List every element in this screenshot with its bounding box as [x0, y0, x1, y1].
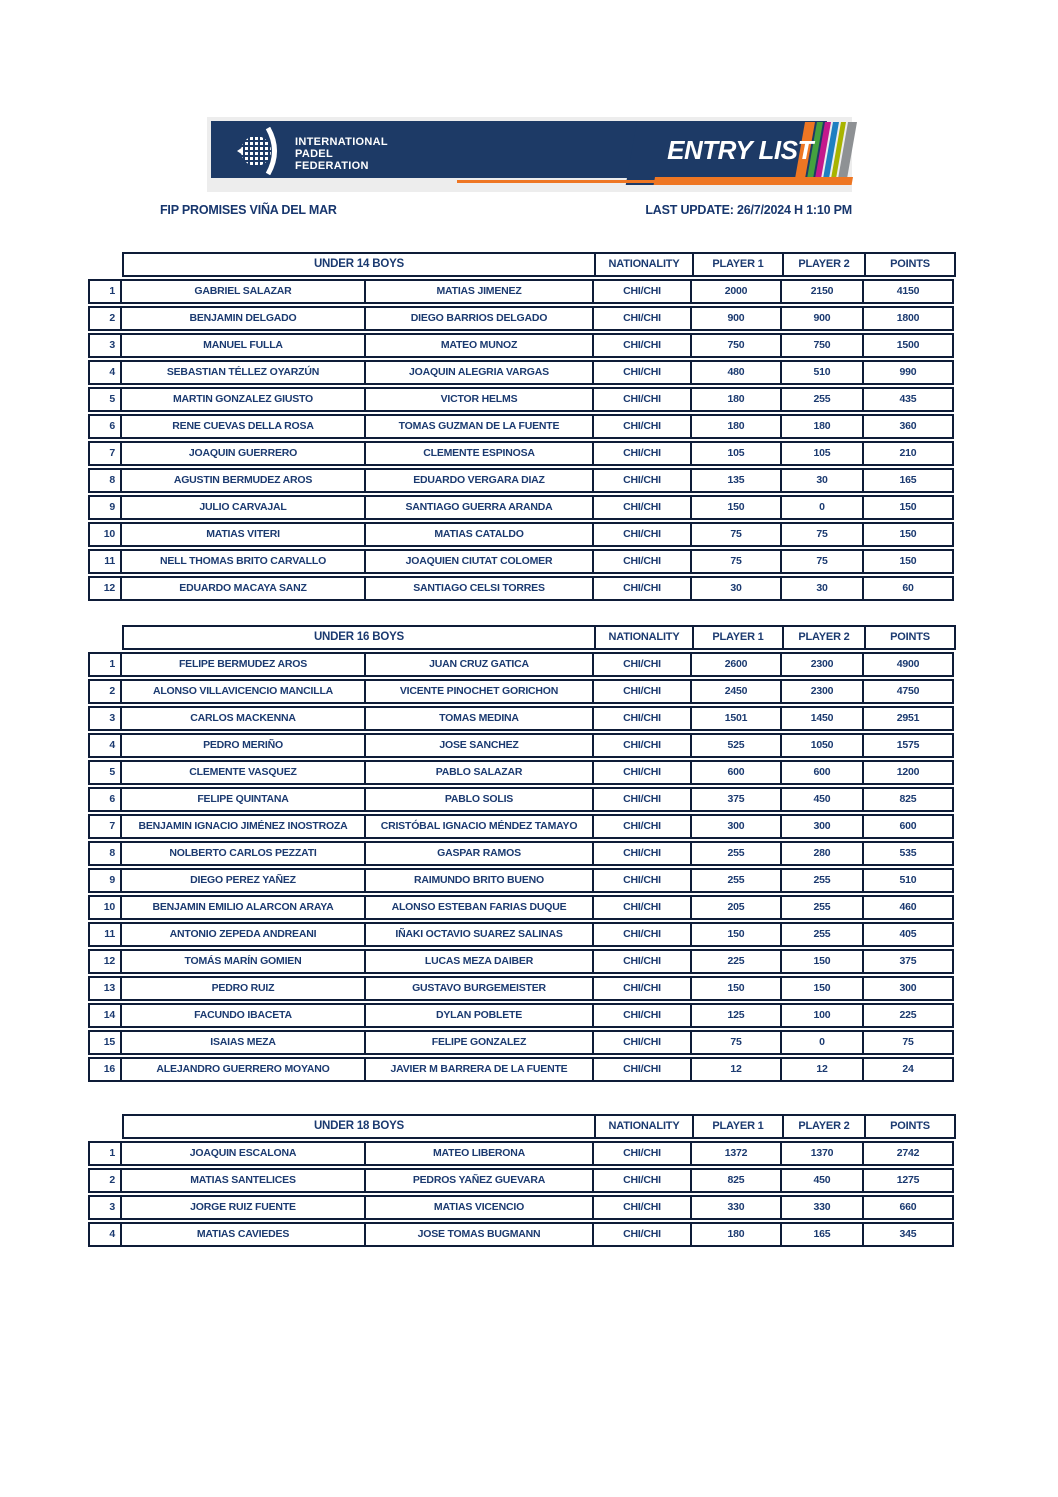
cell-total-points: 990 [862, 360, 954, 385]
cell-nationality: CHI/CHI [592, 652, 692, 677]
federation-name [295, 136, 388, 172]
cell-nationality: CHI/CHI [592, 576, 692, 601]
cell-nationality: CHI/CHI [592, 949, 692, 974]
cell-total-points: 2742 [862, 1141, 954, 1166]
cell-rank: 10 [88, 522, 122, 547]
cell-total-points: 1800 [862, 306, 954, 331]
header-spacer [88, 625, 122, 650]
cell-player1-name: GABRIEL SALAZAR [120, 279, 366, 304]
cell-player1-name: MANUEL FULLA [120, 333, 366, 358]
cell-player2-points: 2300 [780, 652, 864, 677]
cell-player1-points: 480 [690, 360, 782, 385]
cell-player2-points: 450 [780, 787, 864, 812]
table-row [88, 522, 968, 547]
table-row [88, 1003, 968, 1028]
cell-player2-points: 1050 [780, 733, 864, 758]
cell-total-points: 210 [862, 441, 954, 466]
cell-player2-name: SANTIAGO CELSI TORRES [364, 576, 594, 601]
cell-player2-points: 300 [780, 814, 864, 839]
padel-racket-icon [235, 127, 287, 180]
cell-player1-name: JORGE RUIZ FUENTE [120, 1195, 366, 1220]
cell-nationality: CHI/CHI [592, 1003, 692, 1028]
table-row [88, 679, 968, 704]
table-row [88, 976, 968, 1001]
cell-nationality: CHI/CHI [592, 787, 692, 812]
cell-rank: 4 [88, 1222, 122, 1247]
cell-player1-points: 205 [690, 895, 782, 920]
cell-player2-name: EDUARDO VERGARA DIAZ [364, 468, 594, 493]
cell-player2-name: GUSTAVO BURGEMEISTER [364, 976, 594, 1001]
table-header-row [88, 252, 968, 277]
cell-player1-name: NOLBERTO CARLOS PEZZATI [120, 841, 366, 866]
cell-player2-name: IÑAKI OCTAVIO SUAREZ SALINAS [364, 922, 594, 947]
cell-player2-name: PABLO SOLIS [364, 787, 594, 812]
cell-rank: 3 [88, 333, 122, 358]
cell-nationality: CHI/CHI [592, 306, 692, 331]
cell-player2-name: MATEO LIBERONA [364, 1141, 594, 1166]
cell-player2-name: ALONSO ESTEBAN FARIAS DUQUE [364, 895, 594, 920]
cell-rank: 7 [88, 441, 122, 466]
entry-table-under-18-boys [88, 1114, 968, 1247]
cell-player2-points: 255 [780, 922, 864, 947]
cell-player1-points: 180 [690, 1222, 782, 1247]
cell-total-points: 1575 [862, 733, 954, 758]
entry-list-title: ENTRY LIST [667, 135, 813, 165]
cell-total-points: 460 [862, 895, 954, 920]
table-row [88, 306, 968, 331]
cell-rank: 3 [88, 706, 122, 731]
cell-player1-points: 825 [690, 1168, 782, 1193]
cell-player1-name: SEBASTIAN TÉLLEZ OYARZÚN [120, 360, 366, 385]
cell-rank: 5 [88, 760, 122, 785]
cell-rank: 6 [88, 787, 122, 812]
cell-total-points: 1275 [862, 1168, 954, 1193]
cell-player1-points: 2600 [690, 652, 782, 677]
cell-player1-points: 525 [690, 733, 782, 758]
table-row [88, 387, 968, 412]
cell-player1-name: DIEGO PEREZ YAÑEZ [120, 868, 366, 893]
cell-player1-points: 105 [690, 441, 782, 466]
cell-player1-points: 600 [690, 760, 782, 785]
table-row [88, 468, 968, 493]
cell-player1-points: 225 [690, 949, 782, 974]
cell-total-points: 825 [862, 787, 954, 812]
cell-nationality: CHI/CHI [592, 814, 692, 839]
logo-line-1: INTERNATIONAL [295, 135, 388, 148]
table-row [88, 841, 968, 866]
col-header-player1: PLAYER 1 [692, 625, 784, 650]
cell-player1-points: 150 [690, 495, 782, 520]
orange-underline-thin [457, 180, 657, 183]
entry-tables [88, 252, 968, 1271]
cell-player2-points: 150 [780, 976, 864, 1001]
table-header-row [88, 1114, 968, 1139]
cell-player2-name: CLEMENTE ESPINOSA [364, 441, 594, 466]
table-row [88, 1030, 968, 1055]
cell-player1-name: ALEJANDRO GUERRERO MOYANO [120, 1057, 366, 1082]
cell-nationality: CHI/CHI [592, 360, 692, 385]
cell-player1-name: MATIAS CAVIEDES [120, 1222, 366, 1247]
cell-player1-points: 75 [690, 1030, 782, 1055]
table-row [88, 279, 968, 304]
cell-player2-name: RAIMUNDO BRITO BUENO [364, 868, 594, 893]
cell-player2-points: 255 [780, 868, 864, 893]
cell-player2-points: 0 [780, 1030, 864, 1055]
cell-total-points: 360 [862, 414, 954, 439]
cell-player1-name: CARLOS MACKENNA [120, 706, 366, 731]
cell-nationality: CHI/CHI [592, 333, 692, 358]
subheader-row [160, 203, 852, 217]
cell-player2-name: JUAN CRUZ GATICA [364, 652, 594, 677]
table-row [88, 1195, 968, 1220]
table-title: UNDER 16 BOYS [122, 625, 596, 650]
cell-rank: 1 [88, 652, 122, 677]
cell-total-points: 535 [862, 841, 954, 866]
cell-player1-name: NELL THOMAS BRITO CARVALLO [120, 549, 366, 574]
cell-rank: 2 [88, 306, 122, 331]
cell-rank: 16 [88, 1057, 122, 1082]
col-header-player1: PLAYER 1 [692, 1114, 784, 1139]
cell-player1-points: 2000 [690, 279, 782, 304]
table-title: UNDER 14 BOYS [122, 252, 596, 277]
cell-total-points: 405 [862, 922, 954, 947]
cell-nationality: CHI/CHI [592, 1222, 692, 1247]
cell-nationality: CHI/CHI [592, 1168, 692, 1193]
col-header-nationality: NATIONALITY [594, 625, 694, 650]
header-spacer [88, 1114, 122, 1139]
table-row [88, 576, 968, 601]
cell-player2-points: 1450 [780, 706, 864, 731]
cell-player1-name: BENJAMIN EMILIO ALARCON ARAYA [120, 895, 366, 920]
cell-player2-points: 255 [780, 895, 864, 920]
cell-player2-name: TOMAS MEDINA [364, 706, 594, 731]
col-header-player2: PLAYER 2 [782, 252, 866, 277]
table-row [88, 652, 968, 677]
cell-player2-points: 255 [780, 387, 864, 412]
cell-player2-name: MATIAS VICENCIO [364, 1195, 594, 1220]
cell-player1-name: BENJAMIN IGNACIO JIMÉNEZ INOSTROZA [120, 814, 366, 839]
cell-player2-points: 30 [780, 468, 864, 493]
cell-player2-name: FELIPE GONZALEZ [364, 1030, 594, 1055]
cell-nationality: CHI/CHI [592, 1195, 692, 1220]
cell-player2-points: 1370 [780, 1141, 864, 1166]
cell-player1-name: FELIPE QUINTANA [120, 787, 366, 812]
cell-player2-name: JAVIER M BARRERA DE LA FUENTE [364, 1057, 594, 1082]
cell-player2-points: 600 [780, 760, 864, 785]
cell-player2-name: LUCAS MEZA DAIBER [364, 949, 594, 974]
cell-player2-points: 75 [780, 522, 864, 547]
cell-player2-points: 510 [780, 360, 864, 385]
cell-rank: 15 [88, 1030, 122, 1055]
cell-player1-points: 330 [690, 1195, 782, 1220]
table-row [88, 787, 968, 812]
cell-total-points: 345 [862, 1222, 954, 1247]
cell-player1-name: FELIPE BERMUDEZ AROS [120, 652, 366, 677]
cell-total-points: 24 [862, 1057, 954, 1082]
table-row [88, 733, 968, 758]
cell-player1-points: 12 [690, 1057, 782, 1082]
cell-total-points: 300 [862, 976, 954, 1001]
cell-player1-points: 900 [690, 306, 782, 331]
header-spacer [88, 252, 122, 277]
cell-player1-points: 375 [690, 787, 782, 812]
cell-total-points: 150 [862, 495, 954, 520]
col-header-points: POINTS [864, 252, 956, 277]
cell-total-points: 2951 [862, 706, 954, 731]
cell-rank: 6 [88, 414, 122, 439]
cell-nationality: CHI/CHI [592, 760, 692, 785]
cell-player1-points: 75 [690, 522, 782, 547]
cell-nationality: CHI/CHI [592, 387, 692, 412]
cell-total-points: 600 [862, 814, 954, 839]
cell-player2-points: 0 [780, 495, 864, 520]
cell-player2-points: 75 [780, 549, 864, 574]
cell-player1-name: JOAQUIN ESCALONA [120, 1141, 366, 1166]
table-row [88, 706, 968, 731]
cell-rank: 4 [88, 733, 122, 758]
entry-table-under-14-boys [88, 252, 968, 601]
cell-player1-points: 30 [690, 576, 782, 601]
logo-line-2: PADEL [295, 147, 333, 160]
cell-nationality: CHI/CHI [592, 279, 692, 304]
cell-player1-points: 135 [690, 468, 782, 493]
table-row [88, 1168, 968, 1193]
cell-player2-name: PEDROS YAÑEZ GUEVARA [364, 1168, 594, 1193]
cell-rank: 9 [88, 868, 122, 893]
cell-player1-name: MATIAS SANTELICES [120, 1168, 366, 1193]
col-header-points: POINTS [864, 1114, 956, 1139]
table-row [88, 1057, 968, 1082]
cell-total-points: 4900 [862, 652, 954, 677]
cell-player2-name: MATIAS CATALDO [364, 522, 594, 547]
last-update-label: LAST UPDATE: 26/7/2024 H 1:10 PM [645, 203, 852, 217]
cell-player1-points: 150 [690, 922, 782, 947]
cell-rank: 10 [88, 895, 122, 920]
cell-nationality: CHI/CHI [592, 841, 692, 866]
cell-player1-name: EDUARDO MACAYA SANZ [120, 576, 366, 601]
cell-player2-points: 180 [780, 414, 864, 439]
table-title: UNDER 18 BOYS [122, 1114, 596, 1139]
cell-player1-name: BENJAMIN DELGADO [120, 306, 366, 331]
cell-player2-name: JOSE TOMAS BUGMANN [364, 1222, 594, 1247]
cell-player2-points: 12 [780, 1057, 864, 1082]
cell-player1-points: 750 [690, 333, 782, 358]
cell-player2-name: VICTOR HELMS [364, 387, 594, 412]
cell-player1-name: AGUSTIN BERMUDEZ AROS [120, 468, 366, 493]
entry-table-under-16-boys [88, 625, 968, 1082]
cell-player2-name: MATIAS JIMENEZ [364, 279, 594, 304]
cell-player1-name: JOAQUIN GUERRERO [120, 441, 366, 466]
cell-rank: 7 [88, 814, 122, 839]
cell-rank: 3 [88, 1195, 122, 1220]
table-row [88, 441, 968, 466]
cell-rank: 1 [88, 1141, 122, 1166]
cell-player2-points: 750 [780, 333, 864, 358]
table-header-row [88, 625, 968, 650]
cell-rank: 9 [88, 495, 122, 520]
col-header-player2: PLAYER 2 [782, 1114, 866, 1139]
cell-player2-points: 165 [780, 1222, 864, 1247]
cell-total-points: 150 [862, 522, 954, 547]
cell-player2-name: JOAQUIN ALEGRIA VARGAS [364, 360, 594, 385]
logo-line-3: FEDERATION [295, 159, 369, 172]
cell-player2-points: 30 [780, 576, 864, 601]
table-row [88, 1141, 968, 1166]
cell-nationality: CHI/CHI [592, 495, 692, 520]
cell-rank: 2 [88, 1168, 122, 1193]
cell-rank: 8 [88, 841, 122, 866]
cell-player1-points: 125 [690, 1003, 782, 1028]
cell-player1-name: RENE CUEVAS DELLA ROSA [120, 414, 366, 439]
cell-player1-points: 1501 [690, 706, 782, 731]
cell-nationality: CHI/CHI [592, 1141, 692, 1166]
cell-player2-points: 450 [780, 1168, 864, 1193]
cell-total-points: 1500 [862, 333, 954, 358]
table-row [88, 895, 968, 920]
cell-rank: 13 [88, 976, 122, 1001]
cell-rank: 4 [88, 360, 122, 385]
cell-total-points: 435 [862, 387, 954, 412]
cell-player1-points: 180 [690, 387, 782, 412]
cell-nationality: CHI/CHI [592, 1057, 692, 1082]
cell-nationality: CHI/CHI [592, 706, 692, 731]
table-row [88, 495, 968, 520]
cell-player2-points: 280 [780, 841, 864, 866]
cell-nationality: CHI/CHI [592, 733, 692, 758]
cell-player2-points: 2300 [780, 679, 864, 704]
cell-player1-points: 255 [690, 841, 782, 866]
cell-player2-name: JOAQUIEN CIUTAT COLOMER [364, 549, 594, 574]
cell-total-points: 660 [862, 1195, 954, 1220]
cell-total-points: 225 [862, 1003, 954, 1028]
cell-total-points: 4150 [862, 279, 954, 304]
table-row [88, 949, 968, 974]
table-row [88, 549, 968, 574]
cell-player2-name: VICENTE PINOCHET GORICHON [364, 679, 594, 704]
cell-player2-name: GASPAR RAMOS [364, 841, 594, 866]
cell-nationality: CHI/CHI [592, 468, 692, 493]
cell-player1-points: 255 [690, 868, 782, 893]
orange-underline-thick [654, 177, 853, 185]
col-header-nationality: NATIONALITY [594, 1114, 694, 1139]
cell-rank: 5 [88, 387, 122, 412]
cell-rank: 14 [88, 1003, 122, 1028]
cell-rank: 12 [88, 949, 122, 974]
cell-player1-name: MATIAS VITERI [120, 522, 366, 547]
cell-player1-points: 75 [690, 549, 782, 574]
col-header-player1: PLAYER 1 [692, 252, 784, 277]
cell-player1-name: CLEMENTE VASQUEZ [120, 760, 366, 785]
cell-player2-name: TOMAS GUZMAN DE LA FUENTE [364, 414, 594, 439]
cell-player1-name: JULIO CARVAJAL [120, 495, 366, 520]
cell-player2-points: 105 [780, 441, 864, 466]
cell-nationality: CHI/CHI [592, 868, 692, 893]
table-row [88, 814, 968, 839]
cell-nationality: CHI/CHI [592, 1030, 692, 1055]
cell-nationality: CHI/CHI [592, 549, 692, 574]
cell-player2-name: MATEO MUNOZ [364, 333, 594, 358]
cell-rank: 11 [88, 549, 122, 574]
cell-nationality: CHI/CHI [592, 679, 692, 704]
cell-player1-name: PEDRO MERIÑO [120, 733, 366, 758]
cell-rank: 12 [88, 576, 122, 601]
header-banner [207, 117, 852, 192]
table-row [88, 1222, 968, 1247]
cell-player1-points: 150 [690, 976, 782, 1001]
cell-total-points: 4750 [862, 679, 954, 704]
table-row [88, 922, 968, 947]
cell-player2-name: JOSE SANCHEZ [364, 733, 594, 758]
cell-nationality: CHI/CHI [592, 414, 692, 439]
cell-player1-name: ANTONIO ZEPEDA ANDREANI [120, 922, 366, 947]
cell-player1-points: 2450 [690, 679, 782, 704]
cell-total-points: 510 [862, 868, 954, 893]
table-row [88, 414, 968, 439]
cell-total-points: 165 [862, 468, 954, 493]
banner-navy-bar [211, 121, 681, 178]
cell-nationality: CHI/CHI [592, 522, 692, 547]
cell-rank: 11 [88, 922, 122, 947]
col-header-player2: PLAYER 2 [782, 625, 866, 650]
cell-total-points: 375 [862, 949, 954, 974]
cell-player1-points: 180 [690, 414, 782, 439]
col-header-points: POINTS [864, 625, 956, 650]
cell-player1-name: ALONSO VILLAVICENCIO MANCILLA [120, 679, 366, 704]
cell-player1-points: 1372 [690, 1141, 782, 1166]
cell-nationality: CHI/CHI [592, 976, 692, 1001]
cell-player2-points: 100 [780, 1003, 864, 1028]
cell-total-points: 60 [862, 576, 954, 601]
cell-rank: 1 [88, 279, 122, 304]
cell-player1-name: MARTIN GONZALEZ GIUSTO [120, 387, 366, 412]
federation-logo [235, 127, 388, 180]
table-row [88, 360, 968, 385]
cell-player2-name: CRISTÓBAL IGNACIO MÉNDEZ TAMAYO [364, 814, 594, 839]
table-row [88, 760, 968, 785]
cell-player2-name: PABLO SALAZAR [364, 760, 594, 785]
table-row [88, 333, 968, 358]
cell-player1-name: ISAIAS MEZA [120, 1030, 366, 1055]
cell-player1-name: TOMÁS MARÍN GOMIEN [120, 949, 366, 974]
cell-player2-points: 2150 [780, 279, 864, 304]
cell-rank: 2 [88, 679, 122, 704]
cell-total-points: 75 [862, 1030, 954, 1055]
cell-player2-points: 900 [780, 306, 864, 331]
cell-nationality: CHI/CHI [592, 922, 692, 947]
cell-player1-name: PEDRO RUIZ [120, 976, 366, 1001]
cell-player2-name: DYLAN POBLETE [364, 1003, 594, 1028]
event-title: FIP PROMISES VIÑA DEL MAR [160, 203, 337, 217]
cell-player2-points: 150 [780, 949, 864, 974]
cell-nationality: CHI/CHI [592, 895, 692, 920]
cell-nationality: CHI/CHI [592, 441, 692, 466]
cell-player2-name: DIEGO BARRIOS DELGADO [364, 306, 594, 331]
table-row [88, 868, 968, 893]
cell-rank: 8 [88, 468, 122, 493]
cell-player2-name: SANTIAGO GUERRA ARANDA [364, 495, 594, 520]
cell-player2-points: 330 [780, 1195, 864, 1220]
col-header-nationality: NATIONALITY [594, 252, 694, 277]
cell-player1-name: FACUNDO IBACETA [120, 1003, 366, 1028]
cell-total-points: 1200 [862, 760, 954, 785]
cell-total-points: 150 [862, 549, 954, 574]
cell-player1-points: 300 [690, 814, 782, 839]
